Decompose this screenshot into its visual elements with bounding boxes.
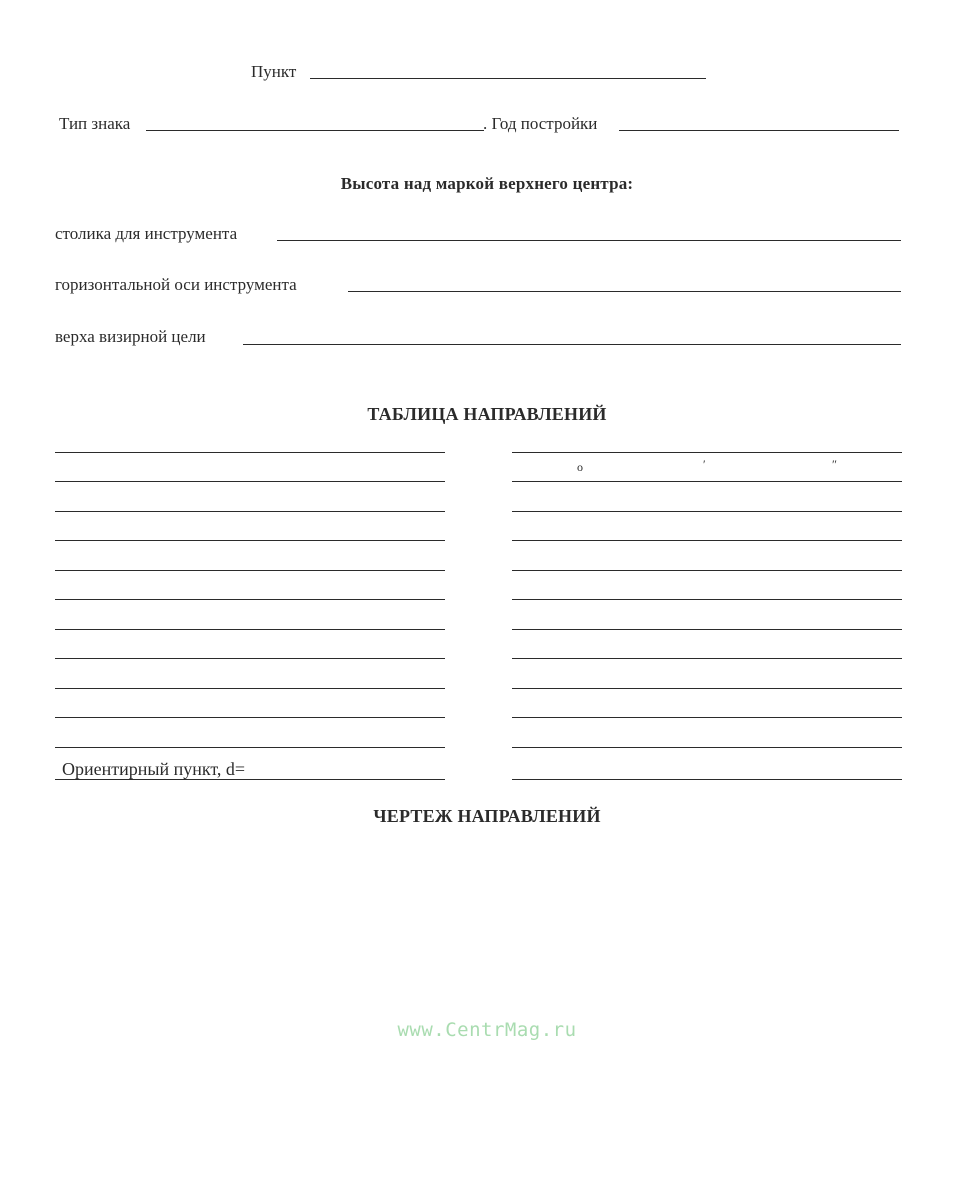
horizontal-axis-label: горизонтальной оси инструмента xyxy=(55,275,297,294)
sign-type-field[interactable] xyxy=(146,130,484,131)
direction-name-row[interactable] xyxy=(55,599,445,600)
directions-angles-column xyxy=(512,452,902,782)
directions-drawing-title: ЧЕРТЕЖ НАПРАВЛЕНИЙ xyxy=(373,806,601,826)
direction-angle-row[interactable] xyxy=(512,511,902,512)
direction-name-row[interactable] xyxy=(55,629,445,630)
point-label: Пункт xyxy=(251,62,297,81)
direction-angle-row[interactable] xyxy=(512,717,902,718)
sight-target-label: верха визирной цели xyxy=(55,327,206,346)
directions-table-title: ТАБЛИЦА НАПРАВЛЕНИЙ xyxy=(367,404,607,424)
sign-type-label: Тип знака xyxy=(59,114,131,133)
horizontal-axis-field[interactable] xyxy=(348,291,901,292)
direction-angle-row[interactable] xyxy=(512,779,902,780)
direction-angle-row[interactable] xyxy=(512,570,902,571)
degrees-symbol: о xyxy=(577,460,583,474)
direction-angle-row[interactable] xyxy=(512,540,902,541)
direction-angle-row[interactable] xyxy=(512,747,902,748)
direction-angle-row[interactable] xyxy=(512,629,902,630)
point-field[interactable] xyxy=(310,78,706,79)
build-year-field[interactable] xyxy=(619,130,899,131)
direction-name-row[interactable] xyxy=(55,452,445,453)
direction-name-row[interactable] xyxy=(55,511,445,512)
watermark: www.CentrMag.ru xyxy=(397,1019,577,1041)
direction-name-row[interactable] xyxy=(55,717,445,718)
sight-target-field[interactable] xyxy=(243,344,901,345)
instrument-table-label: столика для инструмента xyxy=(55,224,238,243)
seconds-symbol: ″ xyxy=(832,457,837,471)
direction-name-row[interactable] xyxy=(55,747,445,748)
direction-angle-row[interactable] xyxy=(512,452,902,453)
direction-angle-row[interactable] xyxy=(512,599,902,600)
direction-name-row[interactable] xyxy=(55,658,445,659)
directions-names-column xyxy=(55,452,445,782)
direction-name-row[interactable] xyxy=(55,481,445,482)
direction-angle-row[interactable] xyxy=(512,481,902,482)
build-year-label: . Год постройки xyxy=(483,114,598,133)
reference-point-label: Ориентирный пункт, d= xyxy=(62,759,246,779)
direction-angle-row[interactable] xyxy=(512,688,902,689)
reference-point-row[interactable] xyxy=(55,779,445,780)
minutes-symbol: ′ xyxy=(703,457,706,471)
direction-name-row[interactable] xyxy=(55,540,445,541)
instrument-table-field[interactable] xyxy=(277,240,901,241)
direction-name-row[interactable] xyxy=(55,570,445,571)
directions-drawing-area[interactable] xyxy=(55,840,901,1160)
direction-angle-row[interactable] xyxy=(512,658,902,659)
height-heading: Высота над маркой верхнего центра: xyxy=(340,174,634,193)
direction-name-row[interactable] xyxy=(55,688,445,689)
